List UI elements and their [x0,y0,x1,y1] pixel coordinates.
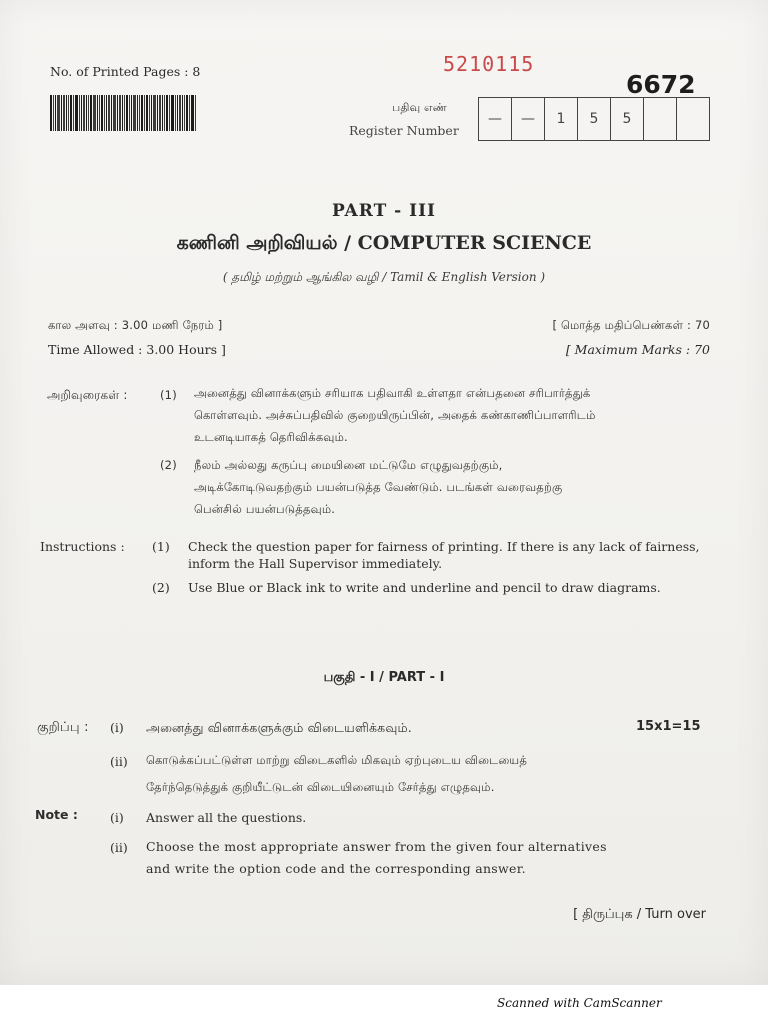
barcode-bar [126,95,128,131]
barcode-bar [97,95,98,131]
barcode-bar [106,95,107,131]
scanner-watermark: Scanned with CamScanner [497,996,662,1010]
part1-heading: பகுதி - I / PART - I [323,670,445,685]
barcode-bar [195,95,196,131]
barcode-bar [166,95,168,131]
instruction-line: நீலம் அல்லது கருப்பு மையினை மட்டுமே எழுதுவதற்கும், [194,458,503,472]
max-marks-tamil: [ மொத்த மதிப்பெண்கள் : 70 [552,318,710,332]
register-cell: — [479,98,512,140]
barcode-bar [55,95,56,131]
barcode-bar [70,95,72,131]
barcode-bar [162,95,163,131]
barcode-bar [141,95,143,131]
barcode-bar [63,95,65,131]
register-cell: 5 [578,98,611,140]
time-allowed-tamil: கால அளவு : 3.00 மணி நேரம் ] [48,318,223,332]
barcode-bar [186,95,188,131]
subject-title: கணினி அறிவியல் / COMPUTER SCIENCE [176,232,592,254]
note-number: (ii) [110,840,128,855]
instruction-line: பென்சில் பயன்படுத்தவும். [194,502,336,516]
barcode-bar [184,95,185,131]
barcode-bar [111,95,112,131]
barcode-bar [79,95,80,131]
barcode-bar [104,95,105,131]
barcode-bar [182,95,183,131]
register-cell: 1 [545,98,578,140]
barcode-bar [83,95,85,131]
instruction-number: (2) [152,580,170,595]
instruction-line: உடனடியாகத் தெரிவிக்கவும். [194,430,348,444]
barcode-bar [157,95,158,131]
register-cell: — [512,98,545,140]
stamp-number: 5210115 [443,52,535,76]
barcode-bar [66,95,67,131]
barcode-bar [122,95,123,131]
instruction-number: (1) [152,539,170,554]
note-number: (i) [110,720,124,735]
turn-over-note: [ திருப்புக / Turn over [573,907,706,922]
barcode-bar [53,95,54,131]
part-title: PART - III [332,201,436,221]
barcode-bar [137,95,138,131]
register-cell [644,98,677,140]
barcode-image [50,95,256,131]
barcode-bar [159,95,161,131]
note-english-label: Note : [35,807,78,822]
barcode-bar [124,95,125,131]
barcode-bar [81,95,82,131]
barcode-bar [99,95,100,131]
register-cell: 5 [611,98,644,140]
register-label-english: Register Number [349,123,459,138]
instruction-line: Check the question paper for fairness of printing. If there is any lack of fairness, [188,539,700,554]
note-number: (i) [110,810,124,825]
instructions-english-label: Instructions : [40,539,125,554]
barcode-bar [139,95,140,131]
barcode-bar [73,95,74,131]
note-line: கொடுக்கப்பட்டுள்ள மாற்று விடைகளில் மிகவும் ஏற்புடைய விடையைத் [146,753,528,767]
note-number: (ii) [110,754,128,769]
barcode-bar [144,95,145,131]
barcode-bar [149,95,150,131]
barcode-bar [146,95,148,131]
barcode-bar [113,95,116,131]
barcode-bar [50,95,52,131]
note-line: and write the option code and the corresponding answer. [146,861,526,876]
barcode-bar [75,95,78,131]
barcode-bar [57,95,60,131]
barcode-bar [171,95,174,131]
barcode-bar [175,95,176,131]
barcode-bar [119,95,121,131]
instruction-line: Use Blue or Black ink to write and underline and pencil to draw diagrams. [188,580,661,595]
barcode-bar [169,95,170,131]
barcode-bar [129,95,130,131]
barcode-bar [61,95,62,131]
barcode-bar [153,95,156,131]
register-label-tamil: பதிவு எண் [392,101,448,114]
instruction-line: கொள்ளவும். அச்சுப்பதிவில் குறையிருப்பின், அதைக் கண்காணிப்பாளரிடம் [194,408,596,422]
barcode-bar [133,95,136,131]
barcode-bar [88,95,89,131]
barcode-bar [177,95,178,131]
version-line: ( தமிழ் மற்றும் ஆங்கில வழி / Tamil & English Version ) [222,270,546,284]
barcode-bar [191,95,194,131]
note-line: தேர்ந்தெடுத்துக் குறியீட்டுடன் விடையினையும் சேர்த்து எழுதவும். [146,780,495,794]
instruction-line: inform the Hall Supervisor immediately. [188,556,443,571]
instruction-line: அனைத்து வினாக்களும் சரியாக பதிவாகி உள்ளதா என்பதனை சரிபார்த்துக் [194,386,591,400]
barcode-bar [131,95,132,131]
barcode-bar [117,95,118,131]
barcode-bar [164,95,165,131]
register-number-grid [478,97,710,141]
barcode-bar [86,95,87,131]
barcode-bar [101,95,103,131]
barcode-bar [108,95,110,131]
note-line: Choose the most appropriate answer from the given four alternatives [146,839,607,854]
register-cell [677,98,709,140]
note-line: Answer all the questions. [146,810,307,825]
max-marks-english: [ Maximum Marks : 70 [565,342,710,357]
barcode-bar [90,95,92,131]
barcode-bar [93,95,96,131]
instruction-number: (2) [160,458,177,472]
note-line: அனைத்து வினாக்களுக்கும் விடையளிக்கவும். [146,720,412,735]
instruction-number: (1) [160,388,177,402]
barcode-bar [179,95,181,131]
instructions-tamil-label: அறிவுரைகள் : [47,388,128,402]
note-tamil-label: குறிப்பு : [37,720,89,735]
time-allowed-english: Time Allowed : 3.00 Hours ] [48,342,226,357]
paper-code: 6672 [626,70,696,99]
barcode-bar [189,95,190,131]
printed-pages-label: No. of Printed Pages : 8 [50,64,201,79]
instruction-line: அடிக்கோடிடுவதற்கும் பயன்படுத்த வேண்டும். படங்கள் வரைவதற்கு [194,480,563,494]
marks-allocation: 15x1=15 [636,719,701,734]
barcode-bar [68,95,69,131]
barcode-bar [151,95,152,131]
